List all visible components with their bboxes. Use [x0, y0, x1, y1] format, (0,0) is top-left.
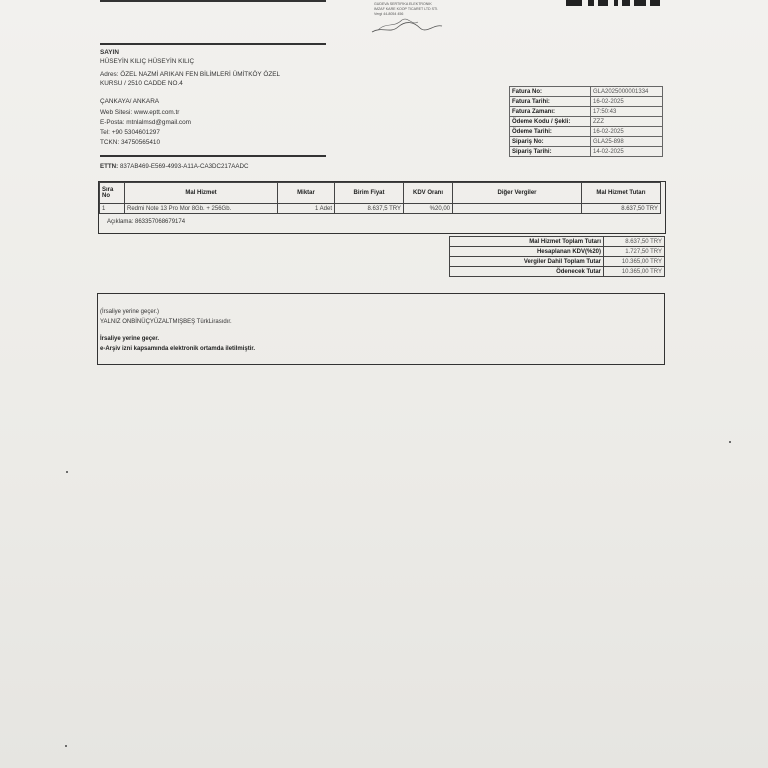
- items-table: [99, 182, 661, 214]
- buyer-tckn: TCKN: 34750565410: [100, 139, 161, 146]
- meta-value: 17:50:43: [591, 107, 663, 117]
- totals-row: [450, 247, 665, 257]
- paper-speck: [66, 471, 68, 473]
- totals-row: [450, 257, 665, 267]
- meta-value: 16-02-2025: [591, 127, 663, 137]
- note-line-1: (İrsaliye yerine geçer.): [100, 309, 160, 315]
- header-mal-hizmet: Mal Hizmet: [125, 183, 278, 204]
- header-birim-fiyat: Birim Fiyat: [335, 183, 404, 204]
- stamp-line-3: Vergi 44-8054 456: [374, 12, 404, 16]
- notes-box: [97, 293, 665, 365]
- buyer-email: E-Posta: mtnlalmsd@gmail.com: [100, 119, 192, 126]
- header-diger-vergiler: Diğer Vergiler: [453, 183, 582, 204]
- meta-row: [510, 137, 663, 147]
- items-section: [98, 181, 666, 234]
- note-line-4: e-Arşiv izni kapsamında elektronik ortamda iletilmiştir.: [100, 346, 256, 352]
- cell-sira: 1: [100, 204, 125, 214]
- meta-row: [510, 147, 663, 157]
- buyer-bottom-rule: [100, 155, 326, 157]
- meta-row: [510, 107, 663, 117]
- totals-table: [449, 236, 665, 277]
- meta-label: Fatura Tarihi:: [510, 97, 591, 107]
- buyer-top-rule: [100, 43, 326, 45]
- invoice-meta-table: [509, 86, 663, 157]
- meta-row: [510, 87, 663, 97]
- cell-kdv-orani: %20,00: [404, 204, 453, 214]
- cell-tutar: 8.637,50 TRY: [582, 204, 661, 214]
- aciklama: Açıklama: 863357068679174: [107, 219, 186, 225]
- signature-scribble: [368, 0, 450, 36]
- total-label: Mal Hizmet Toplam Tutarı: [450, 237, 604, 247]
- meta-value: 16-02-2025: [591, 97, 663, 107]
- total-label: Hesaplanan KDV(%20): [450, 247, 604, 257]
- meta-label: Fatura No:: [510, 87, 591, 97]
- meta-label: Sipariş Tarihi:: [510, 147, 591, 157]
- meta-label: Ödeme Tarihi:: [510, 127, 591, 137]
- meta-value: GLA25-898: [591, 137, 663, 147]
- cell-birim-fiyat: 8.637,5 TRY: [335, 204, 404, 214]
- paper-speck: [65, 745, 67, 747]
- qr-code: [566, 0, 666, 8]
- header-sira: [100, 183, 125, 204]
- buyer-address-line1: Adres: ÖZEL NAZMİ ARIKAN FEN BİLİMLERİ ÜMİTKÖY ÖZEL: [100, 71, 281, 78]
- items-header-row: [100, 183, 661, 204]
- buyer-name: HÜSEYİN KILIÇ HÜSEYİN KILIÇ: [100, 58, 195, 65]
- ettn: [100, 163, 248, 170]
- total-value: 1.727,50 TRY: [604, 247, 665, 257]
- meta-row: [510, 97, 663, 107]
- header-sira-line2: No: [102, 193, 110, 199]
- stamp-line-1: GUDEVA SERTIFIKA ELEKTRONIK: [374, 2, 432, 6]
- ettn-value: 837AB469-E569-4993-A11A-CA3DC217AADC: [119, 163, 249, 170]
- total-label: Ödenecek Tutar: [450, 267, 604, 277]
- meta-label: Fatura Zamanı:: [510, 107, 591, 117]
- ettn-label: ETTN:: [100, 163, 119, 170]
- meta-label: Ödeme Kodu / Şekli:: [510, 117, 591, 127]
- top-left-rule: [100, 0, 326, 2]
- cell-diger-vergiler: [453, 204, 582, 214]
- buyer-website: Web Sitesi: www.eptt.com.tr: [100, 109, 180, 116]
- totals-row: [450, 267, 665, 277]
- note-line-2: YALNIZ ONBİNÜÇYÜZALTMIŞBEŞ TürkLirasıdır.: [100, 319, 232, 325]
- totals-row: [450, 237, 665, 247]
- meta-row: [510, 127, 663, 137]
- total-value: 10.365,00 TRY: [604, 257, 665, 267]
- buyer-address-line2: KURSU / 2510 CADDE NO.4: [100, 80, 183, 87]
- meta-value: ZZZ: [591, 117, 663, 127]
- buyer-city: ÇANKAYA/ ANKARA: [100, 98, 160, 105]
- note-line-3: İrsaliye yerine geçer.: [100, 336, 160, 342]
- buyer-phone: Tel: +90 5304601297: [100, 129, 160, 136]
- paper-speck: [729, 441, 731, 443]
- stamp-line-2: IMZAF KARE KOOP TICARET LTD STI.: [374, 7, 439, 11]
- cell-mal-hizmet: Redmi Note 13 Pro Mor 8Gb. + 256Gb.: [125, 204, 278, 214]
- header-kdv-orani: KDV Oranı: [404, 183, 453, 204]
- meta-row: [510, 117, 663, 127]
- table-row: [100, 204, 661, 214]
- meta-value: 14-02-2025: [591, 147, 663, 157]
- cell-miktar: 1 Adet: [278, 204, 335, 214]
- total-value: 10.365,00 TRY: [604, 267, 665, 277]
- meta-value: GLA2025000001334: [591, 87, 663, 97]
- e-signature-stamp: [368, 0, 450, 36]
- header-tutar: Mal Hizmet Tutarı: [582, 183, 661, 204]
- total-value: 8.637,50 TRY: [604, 237, 665, 247]
- total-label: Vergiler Dahil Toplam Tutar: [450, 257, 604, 267]
- meta-label: Sipariş No:: [510, 137, 591, 147]
- header-sira-line1: Sıra: [102, 187, 114, 193]
- header-miktar: Miktar: [278, 183, 335, 204]
- buyer-label: SAYIN: [100, 49, 119, 56]
